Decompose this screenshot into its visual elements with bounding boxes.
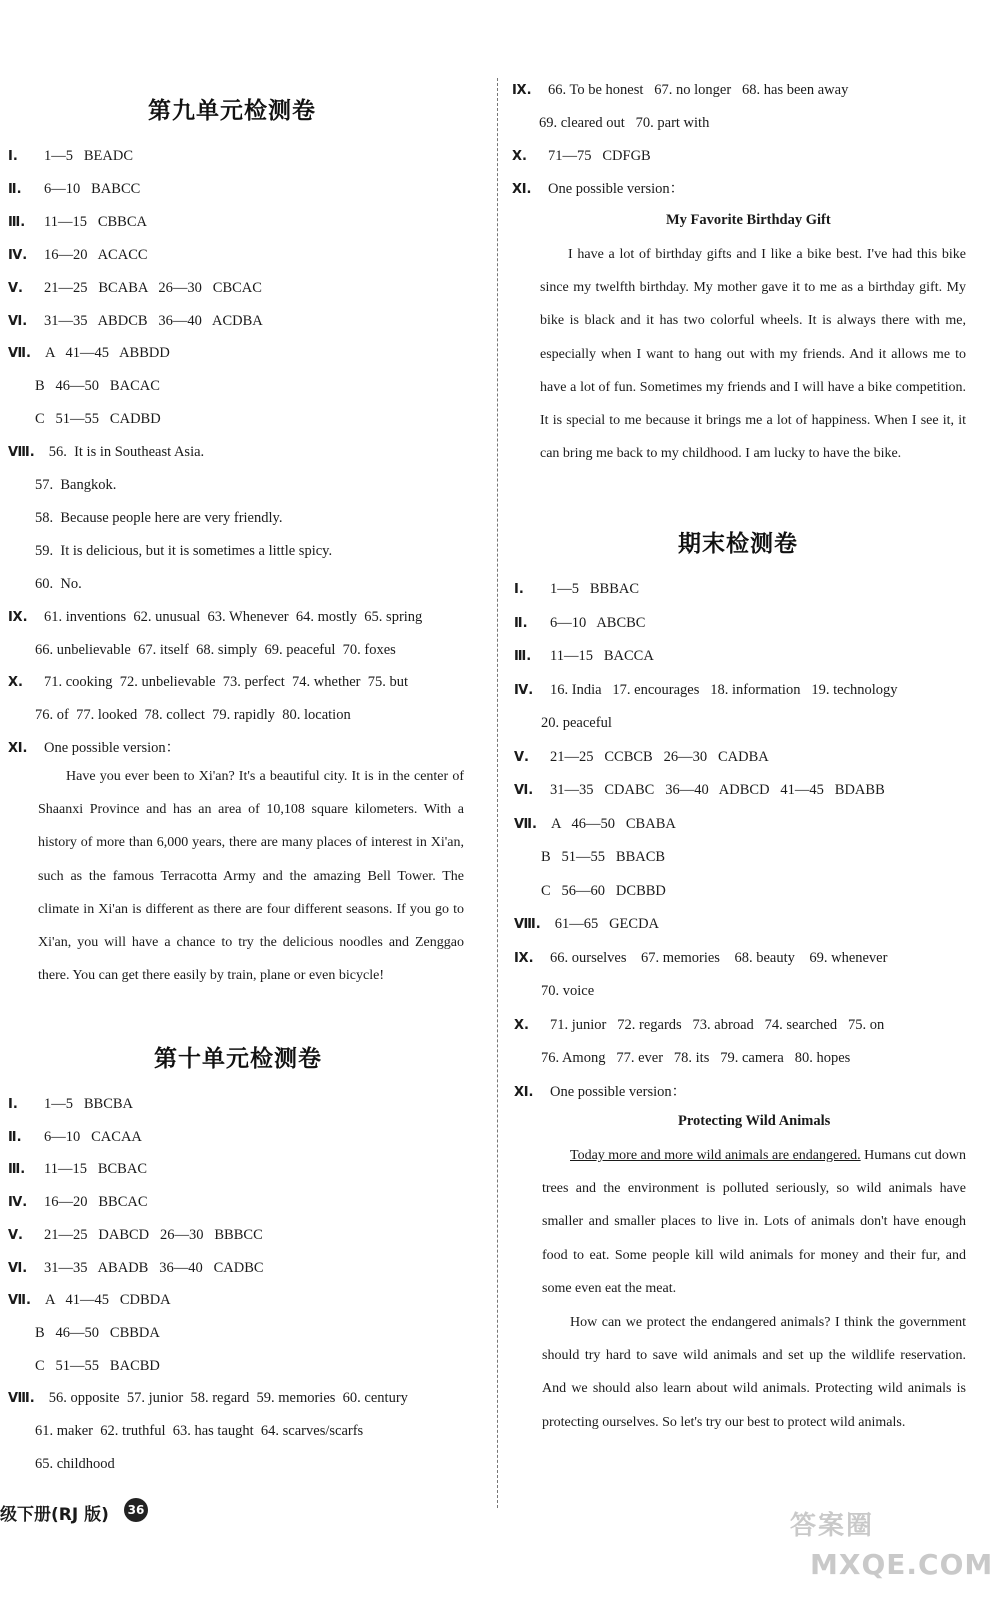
answer-text: A 41—45 CDBDA — [44, 1292, 171, 1309]
answer-text: 31—35 ABADB 36—40 CADBC — [44, 1259, 264, 1276]
section-numeral: Ⅺ. — [514, 1084, 534, 1100]
answer-line — [35, 1356, 160, 1376]
answer-line — [8, 212, 147, 233]
answer-text: 76. of 77. looked 78. collect 79. rapidly 80. location — [35, 707, 351, 724]
answer-text: 69. cleared out 70. part with — [539, 115, 710, 131]
answer-text: 70. voice — [541, 983, 595, 999]
answer-text: 11—15 CBBCA — [44, 213, 147, 230]
essay-p1-rest: Humans cut down trees and the environment is polluted seriously, so wild animals have smaller and smaller places to live in. Lots of animals don't have enough food to eat. Some people kill wild animals for money and their fur, and some even eat the meat. — [542, 1148, 966, 1296]
answer-line — [35, 640, 396, 660]
answer-line — [512, 179, 684, 200]
answer-text: 16—20 BBCAC — [44, 1194, 148, 1211]
section-numeral: Ⅹ. — [8, 675, 23, 691]
answer-line — [35, 475, 116, 495]
answer-line — [35, 376, 160, 396]
answer-text: 6—10 CACAA — [44, 1128, 142, 1145]
section-numeral: Ⅱ. — [514, 615, 528, 631]
answer-text: 20. peaceful — [541, 715, 612, 731]
wild-animals-essay-title: Protecting Wild Animals — [678, 1113, 831, 1129]
answer-text: 11—15 BACCA — [550, 648, 654, 664]
answer-line — [541, 713, 612, 733]
section-numeral: Ⅹ. — [514, 1017, 529, 1033]
answer-line — [35, 541, 332, 561]
section-numeral: Ⅲ. — [8, 1162, 26, 1178]
section-numeral: Ⅴ. — [514, 749, 529, 765]
answer-text: One possible version： — [44, 740, 181, 757]
answer-text: 21—25 BCABA 26—30 CBCAC — [44, 279, 262, 296]
section-numeral: Ⅸ. — [512, 83, 532, 98]
answer-text: 61—65 GECDA — [554, 916, 660, 932]
answer-line — [35, 1421, 363, 1441]
section-numeral: Ⅷ. — [514, 917, 541, 932]
section-numeral: Ⅵ. — [514, 783, 534, 798]
answer-text: 1—5 BBCBA — [44, 1096, 134, 1112]
section-numeral: Ⅰ. — [8, 1097, 18, 1112]
section-numeral: Ⅰ. — [8, 149, 18, 164]
answer-line — [514, 579, 639, 600]
answer-line — [514, 948, 887, 969]
answer-text: 1—5 BEADC — [44, 148, 134, 164]
section-numeral: Ⅸ. — [514, 950, 534, 966]
answer-text: 66. To be honest 67. no longer 68. has been away — [548, 82, 849, 98]
birthday-essay-title: My Favorite Birthday Gift — [666, 212, 831, 228]
answer-text: 1—5 BBBAC — [550, 581, 640, 597]
answer-text: 61. inventions 62. unusual 63. Whenever 64. mostly 65. spring — [44, 608, 423, 625]
section-numeral: Ⅳ. — [514, 682, 534, 698]
answer-line — [514, 747, 769, 768]
page-number-badge: 36 — [124, 1498, 148, 1522]
answer-text: 21—25 DABCD 26—30 BBBCC — [44, 1226, 263, 1243]
section-numeral: Ⅷ. — [8, 1391, 35, 1407]
watermark-url: MXQE.COM — [810, 1548, 994, 1581]
answer-line — [514, 680, 898, 701]
birthday-essay: I have a lot of birthday gifts and I like a bike best. I've had this bike since my twelfth birthday. My mother gave it to me as a birthday gift. My bike is black and it has two colorful wheels. It is always there with me, especially when I want to hang out with my friends. And it allows me to have a lot of fun. Sometimes my friends and I will have a bike competition. It is special to me because it brings me a lot of happiness. When I see it, it can bring me back to my childhood. I am lucky to have the bike. — [540, 247, 966, 462]
answer-text: A 46—50 CBABA — [550, 815, 676, 832]
wild-animals-essay-p1 — [542, 1139, 966, 1305]
unit9-essay: Have you ever been to Xi'an? It's a beautiful city. It is in the center of Shaanxi Province and has an area of 10,108 square kilometers. With a history of more than 6,000 years, there are many places of interest in Xi'an, such as the famous Terracotta Army and the amazing Bell Tower. The climate in Xi'an is different as there are four different seasons. If you go to Xi'an, you will have a chance to try the delicious noodles and Zenggao there. You can get there easily by train, plane or even bicycle! — [38, 769, 464, 984]
answer-line — [539, 113, 709, 133]
answer-text: 11—15 BCBAC — [44, 1161, 147, 1178]
section-numeral: Ⅲ. — [514, 649, 532, 664]
answer-line — [8, 245, 148, 266]
answer-line — [8, 1094, 133, 1115]
section-numeral: Ⅸ. — [8, 609, 28, 625]
watermark-logo: 答案圈 — [790, 1511, 875, 1541]
section-numeral: Ⅷ. — [8, 445, 35, 461]
section-numeral: Ⅳ. — [8, 1195, 28, 1211]
answer-line — [514, 780, 885, 801]
section-numeral: Ⅱ. — [8, 1129, 22, 1145]
answer-text: B 51—55 BBACB — [541, 849, 666, 865]
answer-line — [541, 981, 594, 1001]
answer-text: 71. cooking 72. unbelievable 73. perfect 74. whether 75. but — [44, 674, 409, 691]
answer-text: 58. Because people here are very friendly. — [35, 509, 283, 526]
answer-line — [541, 847, 665, 867]
final-exam-title: 期末检测卷 — [678, 531, 798, 557]
answer-text: 66. ourselves 67. memories 68. beauty 69. whenever — [550, 949, 888, 966]
answer-line — [35, 508, 282, 528]
section-numeral: Ⅹ. — [512, 149, 527, 164]
answer-text: One possible version： — [550, 1083, 687, 1100]
answer-line — [8, 1127, 142, 1148]
answer-text: 61. maker 62. truthful 63. has taught 64. scarves/scarfs — [35, 1423, 364, 1439]
answer-line — [8, 343, 170, 364]
answer-text: 60. No. — [35, 575, 82, 592]
section-numeral: Ⅶ. — [8, 1293, 31, 1309]
answer-line — [8, 1388, 408, 1409]
section-numeral: Ⅴ. — [8, 280, 23, 296]
answer-text: 57. Bangkok. — [35, 477, 117, 493]
answer-line — [514, 646, 654, 667]
answer-line — [8, 146, 133, 167]
answer-text: 16. India 17. encourages 18. information 19. technology — [550, 681, 898, 698]
answer-text: 6—10 ABCBC — [550, 614, 646, 631]
section-numeral: Ⅰ. — [514, 582, 524, 597]
answer-line — [8, 1159, 147, 1180]
answer-line — [35, 1454, 115, 1474]
answer-text: B 46—50 CBBDA — [35, 1324, 160, 1341]
answer-line — [8, 179, 140, 200]
answer-line — [8, 1192, 148, 1213]
answer-text: 76. Among 77. ever 78. its 79. camera 80. hopes — [541, 1050, 851, 1066]
answer-text: 56. It is in Southeast Asia. — [48, 444, 205, 461]
answer-text: C 56—60 DCBBD — [541, 882, 666, 899]
answer-line — [514, 914, 659, 935]
answer-text: 21—25 CCBCB 26—30 CADBA — [550, 748, 769, 765]
answer-text: 31—35 ABDCB 36—40 ACDBA — [44, 312, 263, 329]
answer-line — [8, 278, 262, 299]
answer-line — [8, 1258, 264, 1279]
answer-line — [541, 881, 666, 901]
answer-text: C 51—55 CADBD — [35, 411, 161, 428]
section-numeral: Ⅶ. — [514, 816, 537, 832]
answer-text: 6—10 BABCC — [44, 180, 141, 197]
answer-text: 59. It is delicious, but it is sometimes a little spicy. — [35, 542, 333, 559]
column-divider — [497, 78, 498, 1508]
answer-text: C 51—55 BACBD — [35, 1357, 160, 1374]
answer-line — [514, 613, 645, 634]
answer-line — [35, 1323, 160, 1343]
unit9-title: 第九单元检测卷 — [148, 98, 316, 124]
book-label: 级下册(RJ 版) — [0, 1505, 109, 1525]
section-numeral: Ⅵ. — [8, 1260, 28, 1276]
answer-text: B 46—50 BACAC — [35, 378, 160, 395]
section-numeral: Ⅶ. — [8, 346, 31, 362]
answer-line — [35, 705, 351, 725]
answer-text: 71—75 CDFGB — [548, 148, 651, 164]
answer-line — [8, 672, 408, 693]
section-numeral: Ⅺ. — [8, 741, 28, 757]
essay-first-sentence: Today more and more wild animals are endangered. — [570, 1148, 861, 1163]
answer-text: A 41—45 ABBDD — [44, 345, 170, 362]
answer-line — [8, 311, 263, 332]
section-numeral: Ⅺ. — [512, 182, 532, 197]
answer-text: 66. unbelievable 67. itself 68. simply 69. peaceful 70. foxes — [35, 641, 396, 658]
answer-text: 56. opposite 57. junior 58. regard 59. memories 60. century — [48, 1390, 408, 1407]
answer-line — [541, 1048, 850, 1068]
answer-line — [8, 1290, 171, 1311]
unit10-title: 第十单元检测卷 — [154, 1046, 322, 1072]
wild-animals-essay-p2: How can we protect the endangered animals? I think the government should try hard to save wild animals and set up the wildlife reservation. And we should also learn about wild animals. Protecting wild animals is protecting ourselves. So let's try our best to protect wild animals. — [542, 1315, 966, 1430]
answer-text: 65. childhood — [35, 1455, 115, 1472]
section-numeral: Ⅴ. — [8, 1227, 23, 1243]
answer-line — [8, 442, 204, 463]
section-numeral: Ⅵ. — [8, 313, 28, 329]
answer-line — [514, 1082, 686, 1103]
section-numeral: Ⅱ. — [8, 181, 22, 197]
answer-text: 31—35 CDABC 36—40 ADBCD 41—45 BDABB — [550, 782, 885, 798]
section-numeral: Ⅲ. — [8, 214, 26, 230]
answer-text: 71. junior 72. regards 73. abroad 74. searched 75. on — [550, 1016, 885, 1033]
section-numeral: Ⅳ. — [8, 247, 28, 263]
answer-text: 16—20 ACACC — [44, 246, 148, 263]
answer-line — [8, 607, 422, 628]
answer-line — [514, 1015, 884, 1036]
answer-line — [35, 409, 161, 429]
answer-line — [512, 146, 651, 167]
answer-text: One possible version： — [548, 181, 685, 197]
answer-line — [35, 574, 82, 594]
answer-line — [8, 1225, 263, 1246]
answer-line — [512, 80, 848, 101]
answer-line — [514, 814, 676, 835]
answer-line — [8, 738, 180, 759]
